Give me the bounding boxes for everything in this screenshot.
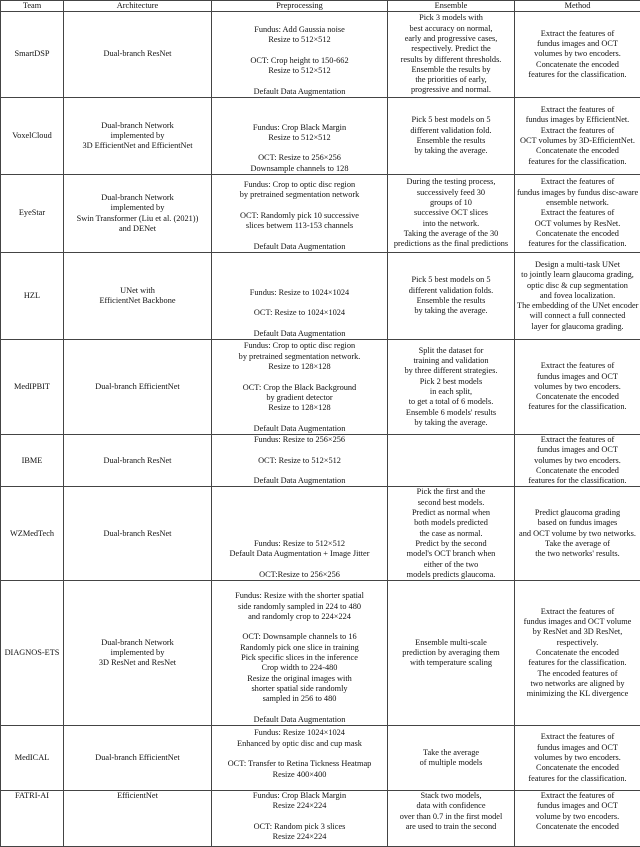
method-line: OCT volumes by ResNet.: [517, 219, 638, 229]
ensemble-cell: [388, 340, 515, 435]
method-line: Extract the features of: [517, 105, 638, 115]
method-line: Extract the features of: [517, 177, 638, 187]
preprocessing-line: Downsample channels to 128: [214, 164, 385, 174]
team-cell: MedICAL: [1, 726, 64, 791]
preprocessing-line: OCT: Resize to 256×256: [214, 153, 385, 163]
method-line: Extract the features of: [517, 29, 638, 39]
ensemble-line: During the testing process,: [390, 177, 512, 187]
preprocessing-line: OCT: Downsample channels to 16: [214, 632, 385, 642]
team-cell: FATRI-AI: [1, 791, 64, 847]
method-line: fundus images by EfficientNet.: [517, 115, 638, 125]
table-row: [1, 791, 640, 847]
method-line: Concatenate the encoded: [517, 822, 638, 832]
ensemble-line: data with confidence: [390, 801, 512, 811]
preprocessing-line: [214, 560, 385, 570]
preprocessing-line: [214, 749, 385, 759]
ensemble-line: Take the average: [390, 748, 512, 758]
preprocessing-line: Resize to 512×512: [214, 133, 385, 143]
method-cell: [515, 253, 640, 340]
method-line: Concatenate the encoded: [517, 60, 638, 70]
method-line: Extract the features of: [517, 732, 638, 742]
ensemble-line: different validation fold.: [390, 126, 512, 136]
preprocessing-line: [214, 466, 385, 476]
table-row: [1, 175, 640, 253]
preprocessing-line: Fundus: Crop Black Margin: [214, 791, 385, 801]
preprocessing-line: OCT: Randomly pick 10 successive: [214, 211, 385, 221]
preprocessing-line: [214, 622, 385, 632]
method-line: Concatenate the encoded: [517, 146, 638, 156]
method-line: features for the classification.: [517, 476, 638, 486]
preprocessing-line: Default Data Augmentation: [214, 715, 385, 725]
method-line: volumes by two encoders.: [517, 382, 638, 392]
preprocessing-cell: [212, 340, 388, 435]
method-line: Concatenate the encoded: [517, 392, 638, 402]
method-line: two networks are aligned by: [517, 679, 638, 689]
ensemble-cell: [388, 581, 515, 726]
preprocessing-line: [214, 231, 385, 241]
preprocessing-line: Randomly pick one slice in training: [214, 643, 385, 653]
preprocessing-line: [214, 298, 385, 308]
ensemble-line: Taking the average of the 30: [390, 229, 512, 239]
team-cell: SmartDSP: [1, 12, 64, 98]
table-row: [1, 12, 640, 98]
table-row: [1, 340, 640, 435]
ensemble-line: training and validation: [390, 356, 512, 366]
ensemble-line: in each split,: [390, 387, 512, 397]
preprocessing-cell: [212, 726, 388, 791]
architecture-line: implemented by: [66, 131, 209, 141]
method-line: volumes by two encoders.: [517, 753, 638, 763]
preprocessing-line: Resize the original images with: [214, 674, 385, 684]
architecture-line: Dual-branch ResNet: [66, 529, 209, 539]
method-line: Extract the features of: [517, 791, 638, 801]
preprocessing-line: [214, 46, 385, 56]
preprocessing-line: sampled in 256 to 480: [214, 694, 385, 704]
ensemble-line: Pick 5 best models on 5: [390, 275, 512, 285]
method-cell: [515, 12, 640, 98]
preprocessing-line: side randomly sampled in 224 to 480: [214, 602, 385, 612]
method-cell: [515, 175, 640, 253]
method-line: Predict glaucoma grading: [517, 508, 638, 518]
ensemble-line: Pick 5 best models on 5: [390, 115, 512, 125]
ensemble-line: successive OCT slices: [390, 208, 512, 218]
preprocessing-line: [214, 780, 385, 790]
preprocessing-cell: [212, 12, 388, 98]
team-cell: VoxelCloud: [1, 98, 64, 175]
preprocessing-line: slices betwem 113-153 channels: [214, 221, 385, 231]
ensemble-cell: [388, 435, 515, 487]
preprocessing-line: Default Data Augmentation: [214, 87, 385, 97]
architecture-cell: [64, 175, 212, 253]
method-line: fundus images and OCT: [517, 801, 638, 811]
team-cell: MedIPBIT: [1, 340, 64, 435]
preprocessing-line: Resize to 512×512: [214, 35, 385, 45]
method-cell: [515, 726, 640, 791]
preprocessing-line: shorter spatial side randomly: [214, 684, 385, 694]
ensemble-line: models predicts glaucoma.: [390, 570, 512, 580]
ensemble-line: groups of 10: [390, 198, 512, 208]
preprocessing-line: Resize to 512×512: [214, 66, 385, 76]
method-line: optic disc & cup segmentation: [517, 281, 638, 291]
ensemble-line: respectively. Predict the: [390, 44, 512, 54]
method-line: volumes by two encoders.: [517, 456, 638, 466]
architecture-line: EfficientNet: [66, 791, 209, 801]
header-method: Method: [515, 1, 640, 12]
preprocessing-line: Resize to 128×128: [214, 403, 385, 413]
ensemble-cell: [388, 791, 515, 847]
ensemble-line: prediction by averaging them: [390, 648, 512, 658]
architecture-line: Dual-branch Network: [66, 121, 209, 131]
preprocessing-line: Fundus: Add Gaussia noise: [214, 25, 385, 35]
method-line: to jointly learn glaucoma grading,: [517, 270, 638, 280]
architecture-line: Dual-branch ResNet: [66, 456, 209, 466]
ensemble-line: over than 0.7 in the first model: [390, 812, 512, 822]
preprocessing-line: [214, 445, 385, 455]
method-line: fundus images and OCT: [517, 743, 638, 753]
preprocessing-line: OCT: Resize to 1024×1024: [214, 308, 385, 318]
preprocessing-line: Fundus: Resize to 256×256: [214, 435, 385, 445]
ensemble-line: Predict as normal when: [390, 508, 512, 518]
method-cell: [515, 791, 640, 847]
ensemble-line: best accuracy on normal,: [390, 24, 512, 34]
preprocessing-line: [214, 76, 385, 86]
table-row: [1, 726, 640, 791]
method-line: Concatenate the encoded: [517, 763, 638, 773]
method-line: minimizing the KL divergence: [517, 689, 638, 699]
ensemble-line: by three different strategies.: [390, 366, 512, 376]
architecture-line: UNet with: [66, 286, 209, 296]
ensemble-line: by taking the average.: [390, 146, 512, 156]
method-line: features for the classification.: [517, 70, 638, 80]
ensemble-line: second best models.: [390, 498, 512, 508]
ensemble-line: Split the dataset for: [390, 346, 512, 356]
preprocessing-cell: [212, 791, 388, 847]
method-line: fundus images and OCT: [517, 372, 638, 382]
ensemble-cell: [388, 12, 515, 98]
preprocessing-line: and randomly crop to 224×224: [214, 612, 385, 622]
preprocessing-line: [214, 143, 385, 153]
method-line: layer for glaucoma grading.: [517, 322, 638, 332]
method-line: fundus images and OCT: [517, 445, 638, 455]
architecture-line: implemented by: [66, 648, 209, 658]
preprocessing-line: Fundus: Resize to 1024×1024: [214, 288, 385, 298]
preprocessing-line: [214, 413, 385, 423]
preprocessing-line: OCT: Resize to 512×512: [214, 456, 385, 466]
architecture-cell: [64, 98, 212, 175]
architecture-line: Dual-branch Network: [66, 193, 209, 203]
table-row: [1, 487, 640, 581]
architecture-cell: [64, 340, 212, 435]
preprocessing-line: Fundus: Resize to 512×512: [214, 539, 385, 549]
ensemble-line: different validation folds.: [390, 286, 512, 296]
preprocessing-line: Resize 400×400: [214, 770, 385, 780]
method-line: volumes by two encoders.: [517, 49, 638, 59]
method-line: features for the classification.: [517, 774, 638, 784]
method-line: fundus images and OCT: [517, 39, 638, 49]
preprocessing-line: Default Data Augmentation: [214, 329, 385, 339]
ensemble-line: predictions as the final predictions: [390, 239, 512, 249]
header-preprocessing: Preprocessing: [212, 1, 388, 12]
preprocessing-line: OCT: Transfer to Retina Tickness Heatmap: [214, 759, 385, 769]
table-body: [1, 12, 640, 847]
method-line: by ResNet and 3D ResNet,: [517, 627, 638, 637]
ensemble-line: Ensemble the results: [390, 136, 512, 146]
preprocessing-line: Fundus: Crop to optic disc region: [214, 341, 385, 351]
preprocessing-line: OCT:Resize to 256×256: [214, 570, 385, 580]
ensemble-line: both models predicted: [390, 518, 512, 528]
method-line: will connect a full connected: [517, 311, 638, 321]
preprocessing-line: by pretrained segmentation network.: [214, 352, 385, 362]
preprocessing-cell: [212, 98, 388, 175]
preprocessing-line: [214, 372, 385, 382]
method-line: features for the classification.: [517, 239, 638, 249]
method-line: Extract the features of: [517, 361, 638, 371]
method-line: Extract the features of: [517, 208, 638, 218]
preprocessing-line: Resize 224×224: [214, 832, 385, 842]
ensemble-line: Stack two models,: [390, 791, 512, 801]
method-cell: [515, 435, 640, 487]
preprocessing-line: [214, 705, 385, 715]
architecture-line: Dual-branch ResNet: [66, 49, 209, 59]
method-line: The encoded features of: [517, 669, 638, 679]
preprocessing-cell: [212, 435, 388, 487]
ensemble-line: results by different thresholds.: [390, 55, 512, 65]
ensemble-line: Ensemble 6 models' results: [390, 408, 512, 418]
ensemble-line: into the network.: [390, 219, 512, 229]
architecture-line: implemented by: [66, 203, 209, 213]
ensemble-line: early and progressive cases,: [390, 34, 512, 44]
preprocessing-line: Fundus: Crop to optic disc region: [214, 180, 385, 190]
preprocessing-cell: [212, 253, 388, 340]
ensemble-line: Ensemble the results: [390, 296, 512, 306]
header-row: [1, 1, 640, 12]
table-row: [1, 581, 640, 726]
preprocessing-line: [214, 318, 385, 328]
preprocessing-line: OCT: Crop the Black Background: [214, 383, 385, 393]
header-ensemble: Ensemble: [388, 1, 515, 12]
team-cell: HZL: [1, 253, 64, 340]
architecture-line: Dual-branch Network: [66, 638, 209, 648]
method-cell: [515, 340, 640, 435]
method-line: volume by two encoders.: [517, 812, 638, 822]
method-cell: [515, 98, 640, 175]
ensemble-line: either of the two: [390, 560, 512, 570]
preprocessing-cell: [212, 487, 388, 581]
preprocessing-line: Crop width to 224-480: [214, 663, 385, 673]
architecture-cell: [64, 253, 212, 340]
ensemble-line: Ensemble the results by: [390, 65, 512, 75]
method-line: Extract the features of: [517, 435, 638, 445]
method-line: fundus images and OCT volume: [517, 617, 638, 627]
architecture-line: Swin Transformer (Liu et al. (2021)): [66, 214, 209, 224]
team-cell: EyeStar: [1, 175, 64, 253]
preprocessing-line: Fundus: Resize 1024×1024: [214, 728, 385, 738]
method-line: features for the classification.: [517, 157, 638, 167]
table-row: [1, 435, 640, 487]
ensemble-line: the priorities of early,: [390, 75, 512, 85]
ensemble-line: are used to train the second: [390, 822, 512, 832]
method-line: Concatenate the encoded: [517, 466, 638, 476]
method-line: based on fundus images: [517, 518, 638, 528]
preprocessing-line: Resize to 128×128: [214, 362, 385, 372]
ensemble-cell: [388, 253, 515, 340]
ensemble-line: to get a total of 6 models.: [390, 397, 512, 407]
architecture-cell: [64, 581, 212, 726]
header-team: Team: [1, 1, 64, 12]
method-line: Design a multi-task UNet: [517, 260, 638, 270]
architecture-line: EfficientNet Backbone: [66, 296, 209, 306]
ensemble-line: the case as normal.: [390, 529, 512, 539]
architecture-cell: [64, 487, 212, 581]
ensemble-line: with temperature scaling: [390, 658, 512, 668]
architecture-cell: [64, 12, 212, 98]
ensemble-line: by taking the average.: [390, 306, 512, 316]
preprocessing-line: OCT: Crop height to 150-662: [214, 56, 385, 66]
preprocessing-line: Enhanced by optic disc and cup mask: [214, 739, 385, 749]
method-line: The embedding of the UNet encoder: [517, 301, 638, 311]
architecture-cell: [64, 791, 212, 847]
ensemble-cell: [388, 726, 515, 791]
ensemble-line: successively feed 30: [390, 188, 512, 198]
preprocessing-line: Fundus: Resize with the shorter spatial: [214, 591, 385, 601]
ensemble-line: Pick 2 best models: [390, 377, 512, 387]
preprocessing-line: Fundus: Crop Black Margin: [214, 123, 385, 133]
method-line: Extract the features of: [517, 126, 638, 136]
team-cell: WZMedTech: [1, 487, 64, 581]
ensemble-line: Predict by the second: [390, 539, 512, 549]
method-line: the two networks' results.: [517, 549, 638, 559]
method-line: Concatenate the encoded: [517, 648, 638, 658]
architecture-cell: [64, 435, 212, 487]
preprocessing-cell: [212, 175, 388, 253]
table-row: [1, 253, 640, 340]
preprocessing-line: by pretrained segmentation network: [214, 190, 385, 200]
preprocessing-line: Default Data Augmentation: [214, 242, 385, 252]
ensemble-cell: [388, 487, 515, 581]
ensemble-line: model's OCT branch when: [390, 549, 512, 559]
method-line: Take the average of: [517, 539, 638, 549]
team-cell: DIAGNOS-ETS: [1, 581, 64, 726]
ensemble-line: of multiple models: [390, 758, 512, 768]
preprocessing-line: Default Data Augmentation + Image Jitter: [214, 549, 385, 559]
ensemble-cell: [388, 98, 515, 175]
method-cell: [515, 487, 640, 581]
architecture-line: Dual-branch EfficientNet: [66, 382, 209, 392]
team-cell: IBME: [1, 435, 64, 487]
method-line: fundus images by fundus disc-aware: [517, 188, 638, 198]
method-line: Concatenate the encoded: [517, 229, 638, 239]
preprocessing-line: [214, 201, 385, 211]
method-line: respectively.: [517, 638, 638, 648]
ensemble-line: progressive and normal.: [390, 85, 512, 95]
method-line: features for the classification.: [517, 658, 638, 668]
preprocessing-line: OCT: Random pick 3 slices: [214, 822, 385, 832]
ensemble-line: Ensemble multi-scale: [390, 638, 512, 648]
architecture-cell: [64, 726, 212, 791]
ensemble-line: Pick 3 models with: [390, 13, 512, 23]
architecture-line: Dual-branch EfficientNet: [66, 753, 209, 763]
ensemble-line: by taking the average.: [390, 418, 512, 428]
method-line: OCT volumes by 3D-EfficientNet.: [517, 136, 638, 146]
architecture-line: and DENet: [66, 224, 209, 234]
method-line: and fovea localization.: [517, 291, 638, 301]
preprocessing-line: Default Data Augmentation: [214, 424, 385, 434]
method-cell: [515, 581, 640, 726]
method-line: ensemble network.: [517, 198, 638, 208]
preprocessing-line: Default Data Augmentation: [214, 476, 385, 486]
header-architecture: Architecture: [64, 1, 212, 12]
architecture-line: 3D EfficientNet and EfficientNet: [66, 141, 209, 151]
method-line: Extract the features of: [517, 607, 638, 617]
preprocessing-line: by gradient detector: [214, 393, 385, 403]
architecture-line: 3D ResNet and ResNet: [66, 658, 209, 668]
preprocessing-cell: [212, 581, 388, 726]
method-line: features for the classification.: [517, 402, 638, 412]
ensemble-line: Pick the first and the: [390, 487, 512, 497]
preprocessing-line: Pick specific slices in the inference: [214, 653, 385, 663]
ensemble-cell: [388, 175, 515, 253]
method-line: and OCT volume by two networks.: [517, 529, 638, 539]
table-row: [1, 98, 640, 175]
preprocessing-line: Resize 224×224: [214, 801, 385, 811]
